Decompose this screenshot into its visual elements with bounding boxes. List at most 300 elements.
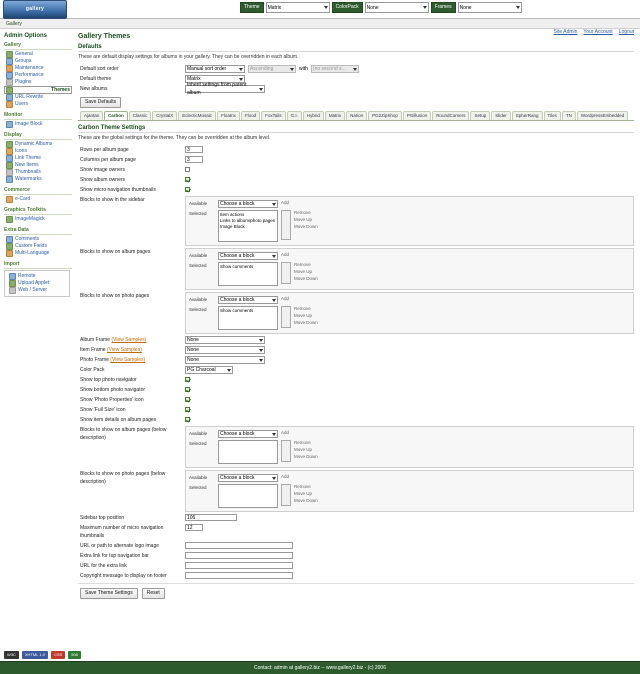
- tab-ajantas[interactable]: Ajantas: [80, 111, 103, 120]
- album-add-link[interactable]: Add: [281, 252, 290, 257]
- tab-pgillusion[interactable]: PGillusion: [403, 111, 431, 120]
- default-sort-row: [78, 65, 634, 73]
- show-item-details-label: Show item details on album pages: [80, 417, 157, 423]
- sidebar-move-down-link[interactable]: Move Down: [294, 224, 318, 229]
- page-title: Gallery Themes: [78, 33, 131, 40]
- sidebar-item-web-server[interactable]: [7, 287, 67, 294]
- available-label: Available: [189, 475, 208, 480]
- album-below-move-down-link[interactable]: Move Down: [294, 454, 318, 459]
- album-frame-select[interactable]: [185, 336, 265, 344]
- w3c-badge[interactable]: W3C: [4, 651, 19, 659]
- tab-tn[interactable]: TN: [562, 111, 576, 120]
- album-blocks-below-label: Blocks to show on album pages (below description): [80, 427, 167, 441]
- extra-link-url-input[interactable]: [185, 562, 293, 569]
- magick-icon: [6, 216, 13, 223]
- remote-icon: [9, 273, 16, 280]
- theme-settings-buttons: [80, 588, 634, 599]
- tab-matrix[interactable]: Matrix: [325, 111, 345, 120]
- sidebar-item-label: Comments: [15, 236, 40, 242]
- section508-badge[interactable]: 508: [68, 651, 81, 659]
- field-icon: [6, 243, 13, 250]
- sidebar-item-label: Image Block: [15, 121, 43, 127]
- sidebar-item-performance[interactable]: [4, 72, 72, 79]
- photo-available-select[interactable]: [218, 296, 278, 304]
- sidebar-item-thumbnails[interactable]: [4, 169, 72, 176]
- show-top-nav-label: Show top photo navigator: [80, 377, 137, 383]
- sidebar-add-link[interactable]: Add: [281, 200, 290, 205]
- list-item[interactable]: Links to album/photo pages: [220, 218, 276, 223]
- color-pack-row: [78, 366, 634, 374]
- sidebar-item-upload-applet[interactable]: [7, 280, 67, 287]
- album-below-remove-link[interactable]: Remove: [294, 440, 311, 445]
- sidebar-item-dynamic-albums[interactable]: [4, 141, 72, 148]
- lang-icon: [6, 250, 13, 257]
- photo-blocks-picker: [185, 292, 634, 334]
- album-frame-label: [78, 336, 185, 344]
- extra-link-text-row: [78, 552, 634, 560]
- copyright-label: Copyright message to display on footer: [80, 573, 167, 579]
- icons-icon: [6, 148, 13, 155]
- sidebar-item-users[interactable]: [4, 101, 72, 108]
- album-below-list-scrollbar[interactable]: [281, 440, 291, 462]
- sidebar-item-url-rewrite[interactable]: [4, 94, 72, 101]
- album-move-down-link[interactable]: Move Down: [294, 276, 318, 281]
- sidebar-item-label: Plugins: [15, 79, 32, 85]
- item-frame-select[interactable]: [185, 346, 265, 354]
- theme-selector-label: Theme: [240, 2, 264, 13]
- photo-frame-row: [78, 356, 634, 364]
- chevron-down-icon: [272, 203, 276, 206]
- album-frame-row: [78, 336, 634, 344]
- sidebar-item-multi-language[interactable]: [4, 250, 72, 257]
- second-sort-select[interactable]: [311, 65, 359, 73]
- chevron-down-icon: [516, 6, 520, 9]
- album-available-value: Choose a block: [220, 253, 255, 259]
- show-micro-nav-row: [78, 186, 634, 194]
- theme-tabs: [78, 111, 634, 121]
- logo-url-input[interactable]: [185, 542, 293, 549]
- logo-url-label: URL or path to alternate logo image: [80, 543, 160, 549]
- plug-icon: [6, 79, 13, 86]
- tab-classic[interactable]: Classic: [129, 111, 152, 120]
- album-blocks-below-picker: [185, 426, 634, 468]
- sidebar-item-link-theme[interactable]: [4, 155, 72, 162]
- sidebar-import-box: [4, 270, 70, 297]
- list-item[interactable]: Show comments: [220, 308, 254, 313]
- sidebar-blocks-picker: [185, 196, 634, 246]
- tab-wordpressembedded[interactable]: WordpressEmbedded: [577, 111, 628, 120]
- photo-frame-value: None: [187, 357, 199, 363]
- chevron-down-icon: [227, 369, 231, 372]
- album-below-move-up-link[interactable]: Move Up: [294, 447, 313, 452]
- color-pack-select[interactable]: [185, 366, 233, 374]
- sidebar-available-value: Choose a block: [220, 201, 255, 207]
- album-frame-text: Album Frame: [80, 337, 111, 343]
- chevron-down-icon: [290, 68, 294, 71]
- show-album-owners-label: Show album owners: [80, 177, 126, 183]
- tab-tiles[interactable]: Tiles: [544, 111, 561, 120]
- footer-badges: [0, 649, 640, 661]
- chevron-down-icon: [423, 6, 427, 9]
- photo-blocks-below-label: Blocks to show on photo pages (below description): [80, 471, 166, 485]
- theme-select-value: Matrix: [267, 4, 282, 11]
- web-icon: [9, 287, 16, 294]
- save-theme-settings-button[interactable]: Save Theme Settings: [80, 588, 138, 599]
- show-image-owners-row: [78, 166, 634, 174]
- photo-blocks-below-row: [78, 470, 634, 512]
- photo-below-available-select[interactable]: [218, 474, 278, 482]
- comment-icon: [6, 236, 13, 243]
- sidebar-item-general[interactable]: [4, 51, 72, 58]
- default-theme-value: Matrix: [187, 76, 201, 82]
- album-blocks-picker: [185, 248, 634, 290]
- photo-move-down-link[interactable]: Move Down: [294, 320, 318, 325]
- sidebar-group-label: Display: [4, 132, 72, 140]
- users-icon: [6, 101, 13, 108]
- sidebar-item-image-block[interactable]: [4, 121, 72, 128]
- chevron-down-icon: [272, 299, 276, 302]
- show-top-nav-checkbox[interactable]: [185, 377, 190, 382]
- chevron-down-icon: [272, 255, 276, 258]
- show-photo-props-label: Show 'Photo Properties' icon: [80, 397, 144, 403]
- sidebar-item-plugins[interactable]: [4, 79, 72, 86]
- frames-select-value: None: [459, 4, 472, 11]
- sidebar-top-row: [78, 514, 634, 522]
- sidebar-item-label: General: [15, 51, 33, 57]
- breadcrumb-gallery[interactable]: Gallery: [6, 20, 22, 27]
- album-below-add-link[interactable]: Add: [281, 430, 290, 435]
- chevron-down-icon: [259, 349, 263, 352]
- xhtml-badge[interactable]: XHTML 1.0: [22, 651, 48, 659]
- chevron-down-icon: [324, 6, 328, 9]
- show-full-size-row: [78, 406, 634, 414]
- photo-remove-link[interactable]: Remove: [294, 306, 311, 311]
- frames-selector-label: Frames: [431, 2, 456, 13]
- extra-link-text-input[interactable]: [185, 552, 293, 559]
- list-item[interactable]: Item actions: [220, 212, 245, 217]
- theme-select[interactable]: [266, 2, 330, 13]
- theme-settings-heading: Carbon Theme Settings: [78, 125, 634, 133]
- sidebar-item-label: Maintenance: [15, 65, 44, 71]
- tab-hybrid[interactable]: Hybrid: [303, 111, 324, 120]
- rows-per-album-input[interactable]: 3: [185, 146, 203, 153]
- show-photo-props-row: [78, 396, 634, 404]
- photo-frame-samples-link[interactable]: (View Samples): [110, 357, 146, 363]
- sidebar-move-up-link[interactable]: Move Up: [294, 217, 313, 222]
- gear-icon: [6, 51, 13, 58]
- tab-floatrix[interactable]: Floatrix: [217, 111, 240, 120]
- sidebar-item-label: Thumbnails: [15, 169, 41, 175]
- chevron-down-icon: [353, 68, 357, 71]
- sidebar: [0, 29, 74, 301]
- extra-link-url-label: URL for the extra link: [80, 563, 127, 569]
- photo-add-link[interactable]: Add: [281, 296, 290, 301]
- logout-link[interactable]: Logout: [618, 29, 634, 35]
- show-album-owners-checkbox[interactable]: [185, 177, 190, 182]
- show-micro-nav-label: Show micro navigation thumbnails: [80, 187, 156, 193]
- tab-crystalx[interactable]: CrystalX: [152, 111, 177, 120]
- top-bar: [0, 0, 640, 19]
- tab-spherrang[interactable]: SpherRang: [512, 111, 543, 120]
- frames-select[interactable]: [458, 2, 522, 13]
- sidebar-remove-link[interactable]: Remove: [294, 210, 311, 215]
- album-frame-samples-link[interactable]: (View Samples): [111, 337, 147, 343]
- reset-button[interactable]: Reset: [142, 588, 165, 599]
- rows-per-album-label: Rows per album page: [80, 147, 129, 153]
- photo-below-remove-link[interactable]: Remove: [294, 484, 311, 489]
- speed-icon: [6, 72, 13, 79]
- site-admin-link[interactable]: Site Admin: [553, 29, 578, 35]
- sidebar-group-graphics-toolkits: [4, 207, 72, 223]
- your-account-link[interactable]: Your Account: [583, 29, 613, 35]
- sidebar-item-label: ImageMagick: [15, 216, 45, 222]
- colorpack-select-value: None: [366, 4, 379, 11]
- second-sort-value: (no second s...: [312, 66, 346, 72]
- album-icon: [6, 141, 13, 148]
- album-move-up-link[interactable]: Move Up: [294, 269, 313, 274]
- item-frame-samples-link[interactable]: (View Samples): [106, 347, 142, 353]
- water-icon: [6, 176, 13, 183]
- album-selected-list[interactable]: [218, 262, 278, 286]
- sidebar-item-label: Themes: [51, 87, 70, 93]
- photo-below-move-down-link[interactable]: Move Down: [294, 498, 318, 503]
- album-frame-value: None: [187, 337, 199, 343]
- album-available-select[interactable]: [218, 252, 278, 260]
- album-below-available-value: Choose a block: [220, 431, 255, 437]
- new-albums-label: New albums: [80, 86, 108, 92]
- sidebar-title: Admin Options: [4, 33, 47, 39]
- link-icon: [6, 94, 13, 101]
- thumb-icon: [6, 169, 13, 176]
- sidebar-group-label: Import: [4, 261, 72, 269]
- tab-pg2zipshop[interactable]: PG2ZipShop: [368, 111, 402, 120]
- defaults-heading: Defaults: [78, 44, 634, 52]
- sidebar-item-label: Performance: [15, 72, 44, 78]
- available-label: Available: [189, 297, 208, 302]
- sidebar-group-commerce: [4, 187, 72, 203]
- sidebar-item-groups[interactable]: [4, 58, 72, 65]
- show-bottom-nav-checkbox[interactable]: [185, 387, 190, 392]
- sidebar-group-label: Extra Data: [4, 227, 72, 235]
- tab-eclecticmosaic[interactable]: EclecticMosaic: [178, 111, 216, 120]
- album-list-scrollbar[interactable]: [281, 262, 291, 284]
- sidebar-group-label: Gallery: [4, 42, 72, 50]
- sidebar-item-label: Watermarks: [15, 176, 42, 182]
- photo-available-value: Choose a block: [220, 297, 255, 303]
- sidebar-group-import: [4, 261, 72, 297]
- photo-selected-list[interactable]: [218, 306, 278, 330]
- copyright-row: [78, 572, 634, 580]
- sidebar-item-label: Dynamic Albums: [15, 141, 53, 147]
- chevron-down-icon: [239, 68, 243, 71]
- max-micro-nav-input[interactable]: 12: [185, 524, 203, 531]
- default-theme-label: Default theme: [80, 76, 112, 82]
- item-frame-text: Item Frame: [80, 347, 106, 353]
- photo-move-up-link[interactable]: Move Up: [294, 313, 313, 318]
- sidebar-item-label: Multi-Language: [15, 250, 50, 256]
- columns-per-album-input[interactable]: 3: [185, 156, 203, 163]
- tab-flood[interactable]: Flood: [241, 111, 260, 120]
- list-item[interactable]: Show comments: [220, 264, 254, 269]
- album-blocks-label: Blocks to show on album pages: [80, 249, 151, 255]
- new-albums-select[interactable]: [185, 82, 265, 96]
- photo-below-add-link[interactable]: Add: [281, 474, 290, 479]
- tab-carbon[interactable]: Carbon: [104, 111, 128, 120]
- sidebar-group-label: Graphics Toolkits: [4, 207, 72, 215]
- sidebar-item-custom-fields[interactable]: [4, 243, 72, 250]
- sidebar-selected-list[interactable]: [218, 210, 278, 242]
- photo-frame-select[interactable]: [185, 356, 265, 364]
- sidebar-blocks-label: Blocks to show in the sidebar: [80, 197, 145, 203]
- show-image-owners-checkbox[interactable]: [185, 167, 190, 172]
- columns-per-album-label: Columns per album page: [80, 157, 136, 163]
- sidebar-item-label: URL Rewrite: [15, 94, 44, 100]
- tab-foxtails[interactable]: FoxTails: [261, 111, 286, 120]
- show-item-details-checkbox[interactable]: [185, 417, 190, 422]
- available-label: Available: [189, 201, 208, 206]
- rows-per-album-row: [78, 146, 634, 154]
- tab-roundcorners[interactable]: RoundCorners: [432, 111, 469, 120]
- photo-below-list-scrollbar[interactable]: [281, 484, 291, 506]
- card-icon: [6, 196, 13, 203]
- default-theme-row: [78, 75, 634, 83]
- photo-below-move-up-link[interactable]: Move Up: [294, 491, 313, 496]
- sidebar-item-new-items[interactable]: [4, 162, 72, 169]
- photo-below-available-value: Choose a block: [220, 475, 255, 481]
- save-defaults-button[interactable]: Save Defaults: [80, 97, 121, 108]
- max-micro-nav-label: Maximum number of micro navigation thumbnails: [80, 525, 164, 539]
- sidebar-item-themes[interactable]: [4, 86, 72, 94]
- defaults-buttons: [80, 97, 634, 108]
- photo-list-scrollbar[interactable]: [281, 306, 291, 328]
- with-label: with: [299, 66, 308, 72]
- sidebar-available-select[interactable]: [218, 200, 278, 208]
- album-blocks-row: [78, 248, 634, 290]
- sidebar-group-label: Monitor: [4, 112, 72, 120]
- default-sort-label: Default sort order: [80, 66, 119, 72]
- tab-slider[interactable]: Slider: [491, 111, 511, 120]
- colorpack-select[interactable]: [365, 2, 429, 13]
- photo-below-selected-list[interactable]: [218, 484, 278, 508]
- sidebar-item-comments[interactable]: [4, 236, 72, 243]
- logo-url-row: [78, 542, 634, 550]
- show-bottom-nav-label: Show bottom photo navigator: [80, 387, 146, 393]
- group-icon: [6, 58, 13, 65]
- album-below-selected-list[interactable]: [218, 440, 278, 464]
- divider: [78, 583, 634, 584]
- sidebar-top-input[interactable]: 106: [185, 514, 237, 521]
- sidebar-item-maintenance[interactable]: [4, 65, 72, 72]
- sidebar-item-watermarks[interactable]: [4, 176, 72, 183]
- available-label: Available: [189, 431, 208, 436]
- item-frame-value: None: [187, 347, 199, 353]
- sidebar-item-remote[interactable]: [7, 273, 67, 280]
- copyright-input[interactable]: [185, 572, 293, 579]
- chevron-down-icon: [259, 339, 263, 342]
- sidebar-group-label: Commerce: [4, 187, 72, 195]
- show-album-owners-row: [78, 176, 634, 184]
- sidebar-item-label: Web / Server: [18, 287, 48, 293]
- theme-icon: [6, 87, 13, 94]
- color-pack-label: Color Pack: [80, 367, 105, 373]
- album-remove-link[interactable]: Remove: [294, 262, 311, 267]
- sidebar-item-label: e-Card: [15, 196, 31, 202]
- extra-link-url-row: [78, 562, 634, 570]
- wrench-icon: [6, 65, 13, 72]
- photo-frame-label: [78, 356, 185, 364]
- main-content: [74, 29, 640, 601]
- breadcrumb[interactable]: [0, 19, 640, 29]
- sidebar-group-gallery: [4, 42, 72, 108]
- sidebar-item-ecard[interactable]: [4, 196, 72, 203]
- sidebar-item-label: Remote: [18, 273, 36, 279]
- chevron-down-icon: [272, 477, 276, 480]
- gallery-logo: gallery: [3, 0, 67, 19]
- tab-nation[interactable]: Nation: [346, 111, 367, 120]
- show-micro-nav-checkbox[interactable]: [185, 187, 190, 192]
- selected-label: Selected: [189, 485, 207, 490]
- sort-direction-select[interactable]: [248, 65, 296, 73]
- new-albums-value: Inherit settings from parent album: [187, 82, 247, 96]
- image-icon: [6, 121, 13, 128]
- default-sort-select[interactable]: [185, 65, 245, 73]
- footer: [0, 649, 640, 674]
- sidebar-item-icons[interactable]: [4, 148, 72, 155]
- sidebar-item-label: Users: [15, 101, 29, 107]
- photo-frame-text: Photo Frame: [80, 357, 109, 363]
- sidebar-group-extra-data: [4, 227, 72, 257]
- selected-label: Selected: [189, 263, 207, 268]
- tab-gi[interactable]: G.I.: [287, 111, 302, 120]
- show-full-size-label: Show 'Full Size' icon: [80, 407, 126, 413]
- show-image-owners-label: Show image owners: [80, 167, 126, 173]
- available-label: Available: [189, 253, 208, 258]
- sidebar-item-label: Upload Applet: [18, 280, 50, 286]
- sidebar-item-label: New Items: [15, 162, 39, 168]
- sort-direction-value: Ascending: [250, 66, 274, 72]
- photo-blocks-row: [78, 292, 634, 334]
- defaults-description: These are default display settings for albums in your gallery. They can be overridden in each album.: [78, 54, 299, 60]
- sidebar-list-scrollbar[interactable]: [281, 210, 291, 240]
- album-below-available-select[interactable]: [218, 430, 278, 438]
- header-links: [554, 29, 635, 35]
- list-item[interactable]: Image Block: [220, 224, 245, 229]
- photo-blocks-label: Blocks to show on photo pages: [80, 293, 150, 299]
- item-frame-row: [78, 346, 634, 354]
- color-pack-value: PG Charcoal: [187, 367, 216, 373]
- new-albums-row: [78, 82, 634, 96]
- chevron-down-icon: [259, 88, 263, 91]
- sidebar-item-label: Link Theme: [15, 155, 42, 161]
- selected-label: Selected: [189, 211, 207, 216]
- show-full-size-checkbox[interactable]: [185, 407, 190, 412]
- extra-link-text-label: Extra link for top navigation bar: [80, 553, 149, 559]
- sidebar-item-imagemagick[interactable]: [4, 216, 72, 223]
- footer-text: Contact: admin at gallery2.biz -- www.gallery2.biz - (c) 2006: [0, 661, 640, 674]
- show-bottom-nav-row: [78, 386, 634, 394]
- max-micro-nav-row: [78, 524, 634, 540]
- css-badge[interactable]: CSS: [51, 651, 65, 659]
- sidebar-item-label: Icons: [15, 148, 27, 154]
- sidebar-group-monitor: [4, 112, 72, 128]
- tab-setup[interactable]: Setup: [470, 111, 490, 120]
- show-photo-props-checkbox[interactable]: [185, 397, 190, 402]
- selected-label: Selected: [189, 441, 207, 446]
- sidebar-item-label: Custom Fields: [15, 243, 47, 249]
- album-blocks-below-row: [78, 426, 634, 468]
- show-item-details-row: [78, 416, 634, 424]
- theme-selector-bar: [240, 2, 522, 13]
